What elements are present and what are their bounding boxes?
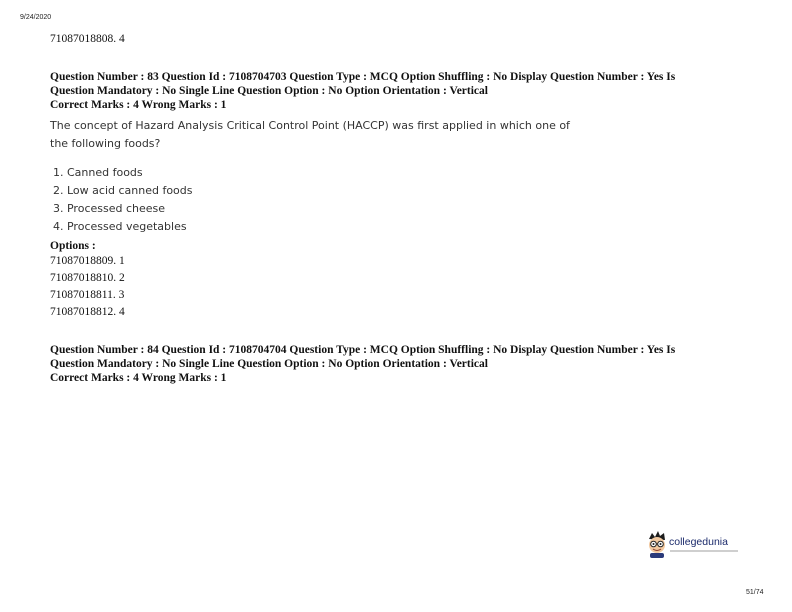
page-number: 51/74 bbox=[746, 589, 764, 596]
answer-item: 2. Low acid canned foods bbox=[53, 184, 193, 197]
logo-wordmark: collegedunia bbox=[669, 536, 728, 548]
question-83-text-line-1: The concept of Hazard Analysis Critical Control Point (HACCP) was first applied in which one of bbox=[50, 119, 570, 132]
question-83-text bbox=[50, 117, 770, 153]
question-83-meta-line-1: Question Number : 83 Question Id : 7108704703 Question Type : MCQ Option Shuffling : No Display Question Number : Yes Is bbox=[50, 71, 676, 83]
option-id: 71087018809. 1 bbox=[50, 255, 125, 267]
answer-item: 1. Canned foods bbox=[53, 166, 143, 179]
question-83-answer-list bbox=[53, 164, 193, 236]
question-83-marks: Correct Marks : 4 Wrong Marks : 1 bbox=[50, 99, 227, 111]
option-id: 71087018812. 4 bbox=[50, 306, 125, 318]
question-83-text-line-2: the following foods? bbox=[50, 137, 161, 150]
question-84-marks: Correct Marks : 4 Wrong Marks : 1 bbox=[50, 372, 227, 384]
option-id: 71087018811. 3 bbox=[50, 289, 125, 301]
options-label: Options : bbox=[50, 240, 96, 252]
question-83-option-ids bbox=[50, 253, 125, 321]
previous-option-tail: 71087018808. 4 bbox=[50, 33, 125, 45]
print-date: 9/24/2020 bbox=[20, 14, 52, 21]
question-83-meta-line-2: Question Mandatory : No Single Line Question Option : No Option Orientation : Vertical bbox=[50, 85, 488, 97]
logo-tagline bbox=[670, 550, 738, 552]
option-id: 71087018810. 2 bbox=[50, 272, 125, 284]
question-84-block bbox=[50, 343, 750, 385]
answer-item: 3. Processed cheese bbox=[53, 202, 166, 215]
answer-item: 4. Processed vegetables bbox=[53, 220, 187, 233]
question-84-meta-line-1: Question Number : 84 Question Id : 7108704704 Question Type : MCQ Option Shuffling : No Display Question Number : Yes Is bbox=[50, 344, 676, 356]
mascot-icon bbox=[646, 530, 668, 558]
question-83-block bbox=[50, 70, 750, 112]
collegedunia-logo bbox=[646, 530, 746, 558]
question-84-meta-line-2: Question Mandatory : No Single Line Question Option : No Option Orientation : Vertical bbox=[50, 358, 488, 370]
